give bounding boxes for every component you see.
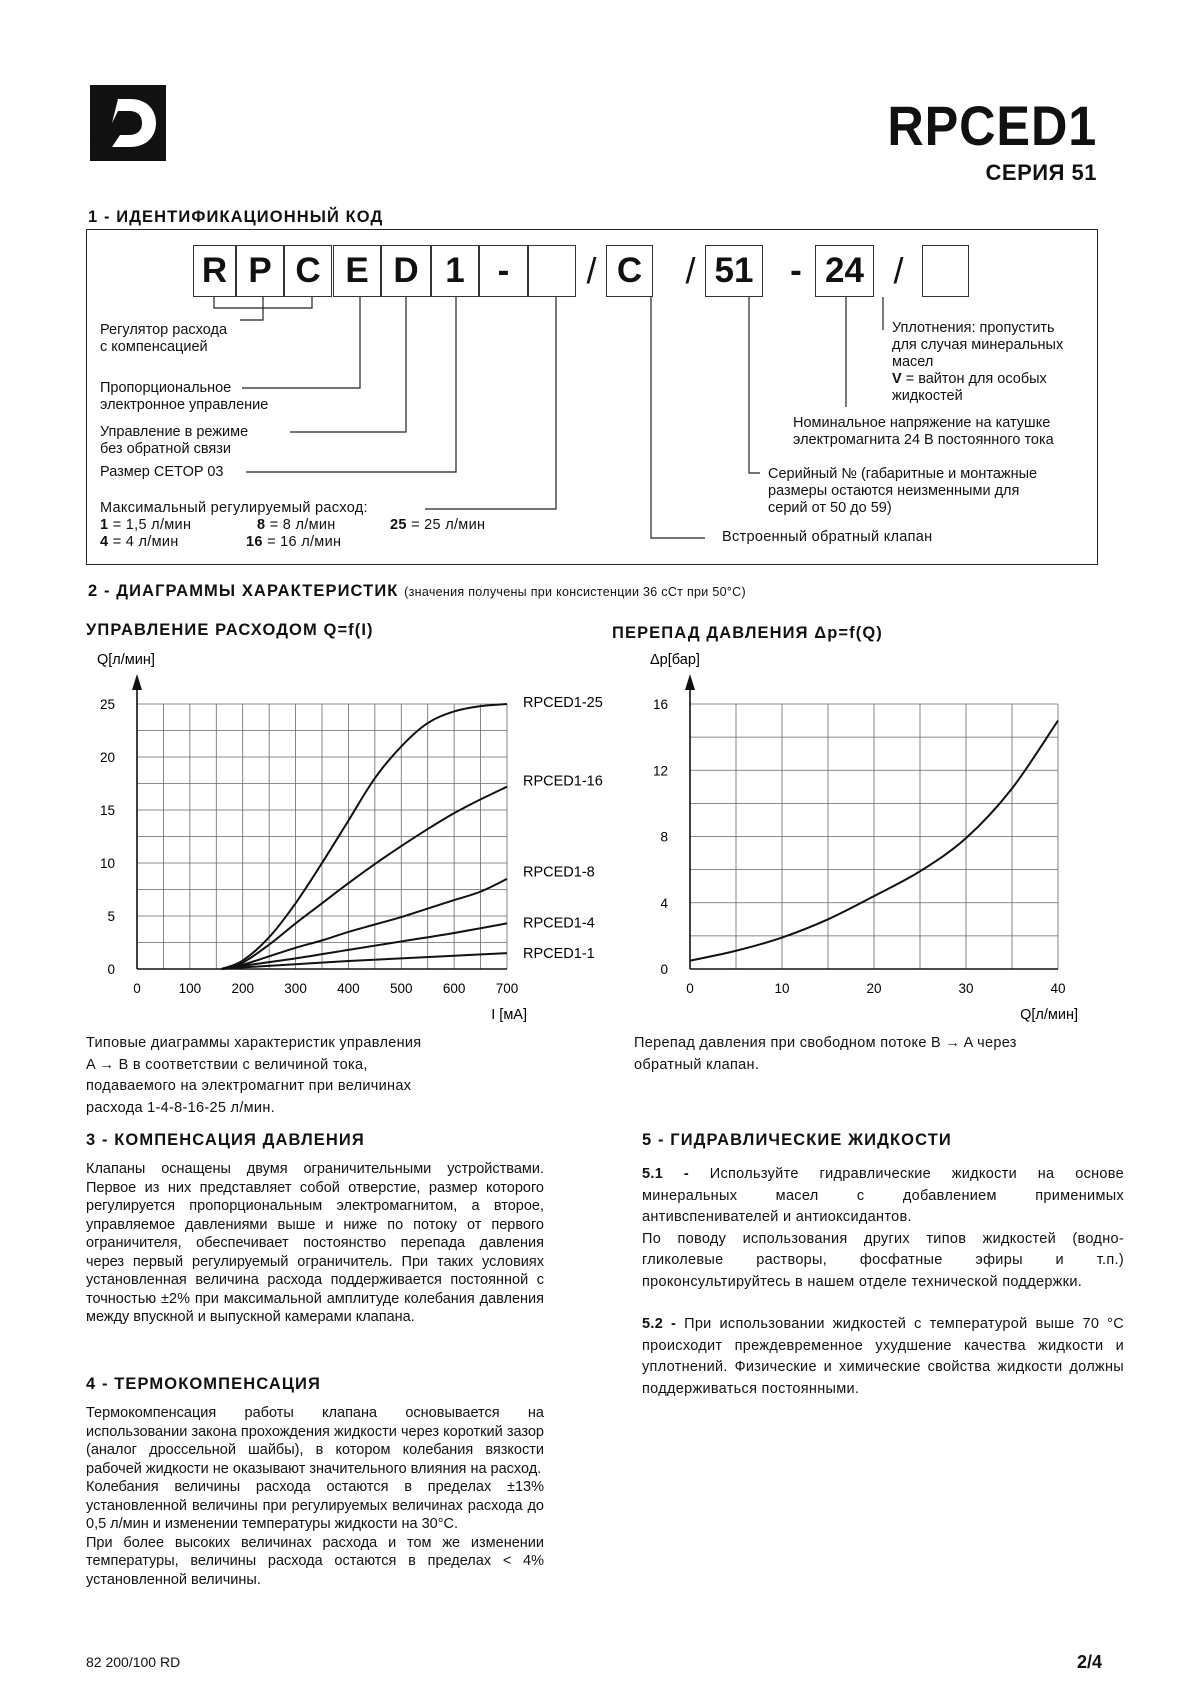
section3-text: Клапаны оснащены двумя ограничительными устройствами. Первое из них представляет собой отверстие, размер которого регулируется пропорциональным электромагнитом, а второе, управляемое давлениями выше и ниже по потоку от первого ограничителя, обеспечивает постоянство перепада давления через первый регулируемый ограничитель. При таких условиях установленная величина расхода поддерживается постоянной с точностью ±2% при максимальной амплитуде колебания давления между впускной и выпускной камерами клапана. [86,1161,544,1325]
x-tick-label: 200 [231,981,254,996]
code-cell-dash-2: - [790,251,802,290]
label-voltage: Номинальное напряжение на катушке электромагнита 24 В постоянного тока [793,415,1054,448]
code-cell-r: R [193,245,236,297]
y-tick-label: 5 [107,909,115,924]
x-tick-label: 30 [958,981,974,996]
x-axis-label: Q[л/мин] [1020,1007,1078,1023]
code-cell-check: C [606,245,653,297]
x-tick-label: 20 [866,981,882,996]
y-tick-label: 16 [652,697,668,712]
x-tick-label: 400 [337,981,360,996]
section4-title: 4 - ТЕРМОКОМПЕНСАЦИЯ [86,1375,321,1393]
label-serial: Серийный № (габаритные и монтажные размеры остаются неизменными для серий от 50 до 59) [768,466,1038,516]
label-maxflow: Максимальный регулируемый расход: 1 = 1,5 л/мин 8 = 8 л/мин 25 = 25 л/мин 4 = 4 л/мин 16 = 16 л/мин [100,500,486,550]
section5-text: 5.1 - Используйте гидравлические жидкости на основе минеральных масел с добавлением применимых антивспенивателей и антиоксидантов. По поводу использования других типов жидкостей (водно-гликолевые растворы, фосфатные эфиры и т.п.) проконсультируйтесь в нашем отделе технической поддержки. 5.2 - При использовании жидкостей с температурой выше 70 °C происходит преждевременное ухудшение качества жидкости и уплотнений. Физические и химические свойства жидкости должны поддерживаться постоянными. [642,1166,1124,1397]
code-cell-d: D [381,245,431,297]
page-number: 2/4 [1076,1652,1102,1672]
y-tick-label: 25 [99,697,115,712]
label-seals: Уплотнения: пропустить для случая минеральных масел V = вайтон для особых жидкостей [892,320,1064,404]
code-slash-2: / [685,250,696,291]
y-axis-arrow [685,674,695,690]
series-subtitle: СЕРИЯ 51 [985,160,1097,185]
code-cell-1: 1 [431,245,479,297]
series-label: RPCED1-16 [523,773,603,790]
x-tick-label: 0 [133,981,141,996]
flow-control-chart [80,650,640,1030]
chart2-title: ПЕРЕПАД ДАВЛЕНИЯ Δp=f(Q) [612,624,883,642]
code-cell-dash: - [479,245,528,297]
y-axis-label: Δp[бар] [650,652,700,668]
x-tick-label: 100 [178,981,202,996]
y-tick-label: 10 [99,856,115,871]
section4-text: Термокомпенсация работы клапана основывается на использовании закона прохождения жидкости через короткий зазор (аналог дроссельной шайбы), в котором колебания вязкости рабочей жидкости не оказывают значительного влияния на расход. Колебания величины расхода остаются в пределах ±13% установленной величины при регулируемых величинах расхода до 0,5 л/мин и изменении температуры жидкости на 30°C. При более высоких величинах расхода и том же изменении температуры, величины расхода остаются в пределах < 4% установленной величины. [86,1405,544,1588]
y-tick-label: 12 [652,763,668,779]
x-tick-label: 10 [774,981,790,996]
x-tick-label: 500 [390,981,413,996]
y-tick-label: 8 [660,829,668,845]
series-label: RPCED1-4 [523,915,595,932]
y-axis-arrow [132,674,142,690]
y-tick-label: 15 [99,803,115,818]
document-code: 82 200/100 RD [86,1654,181,1670]
section5-title: 5 - ГИДРАВЛИЧЕСКИЕ ЖИДКОСТИ [642,1131,952,1149]
series-label: RPCED1-8 [523,864,595,881]
y-tick-label: 0 [107,962,115,977]
x-axis-label: I [мА] [491,1007,527,1023]
code-cell-voltage: 24 [815,245,874,297]
chart2-caption: Перепад давления при свободном потоке B → A через обратный клапан. [634,1035,1017,1073]
code-cell-series: 51 [705,245,763,297]
x-tick-label: 700 [495,981,519,996]
x-tick-label: 0 [686,981,694,996]
label-proportional: Пропорциональное электронное управление [100,380,269,413]
series-label: RPCED1-1 [523,946,595,963]
product-title: RPCED1 [887,94,1097,157]
series-line [222,923,507,969]
code-slash-3: / [893,250,904,291]
label-openloop: Управление в режиме без обратной связи [100,424,249,457]
code-cell-p: P [236,245,284,297]
x-tick-label: 600 [442,981,466,996]
chart1-title: УПРАВЛЕНИЕ РАСХОДОМ Q=f(I) [86,621,374,639]
y-tick-label: 20 [99,750,115,765]
y-tick-label: 4 [660,895,668,911]
chart1-caption: Типовые диаграммы характеристик управления A → B в соответствии с величиной тока, подаваемого на электромагнит при величинах расхода 1-4-8-16-25 л/мин. [86,1035,422,1116]
label-checkvalve: Встроенный обратный клапан [722,529,933,545]
section3-title: 3 - КОМПЕНСАЦИЯ ДАВЛЕНИЯ [86,1131,365,1149]
y-axis-label: Q[л/мин] [97,652,155,668]
section2-title: 2 - ДИАГРАММЫ ХАРАКТЕРИСТИК (значения получены при консистенции 36 сСт при 50°C) [88,582,746,600]
code-cell-c: C [284,245,332,297]
code-slash-1: / [586,250,597,291]
y-tick-label: 0 [660,962,668,977]
section1-title: 1 - ИДЕНТИФИКАЦИОННЫЙ КОД [88,208,384,226]
x-tick-label: 40 [1050,981,1066,996]
code-cell-e: E [333,245,381,297]
label-size: Размер CETOP 03 [100,464,224,480]
x-tick-label: 300 [284,981,307,996]
series-line [222,953,507,969]
pressure-drop-chart [620,650,1100,1030]
label-regulator: Регулятор расхода с компенсацией [100,322,228,355]
series-label: RPCED1-25 [523,694,603,711]
